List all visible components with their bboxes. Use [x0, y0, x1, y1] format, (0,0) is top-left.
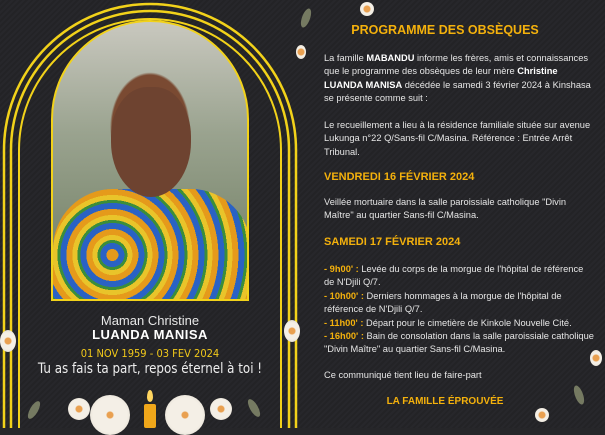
schedule-item [324, 330, 596, 357]
candle-icon [144, 404, 156, 428]
flower-icon [68, 398, 90, 420]
flower-icon [535, 408, 549, 422]
schedule-time: - 11h00' : [324, 317, 364, 328]
life-dates: 01 NOV 1959 - 03 FEV 2024 [80, 347, 220, 360]
day2-heading: SAMEDI 17 FÉVRIER 2024 [324, 236, 461, 248]
flower-icon [90, 395, 130, 435]
schedule-text: Bain de consolation dans la salle paroissiale catholique "Divin Maître" au quartier Sans-fil C/Masina. [324, 331, 594, 355]
portrait-photo [51, 20, 249, 301]
schedule-item [324, 290, 596, 317]
schedule-time: - 9h00' : [324, 264, 359, 274]
schedule-text: Levée du corps de la morgue de l'hôpital de référence de N'Djili Q/7. [324, 264, 584, 288]
flower-icon [165, 395, 205, 435]
name-line1: Maman Christine [100, 313, 200, 328]
day2-schedule [324, 263, 596, 357]
schedule-time: - 16h00' : [324, 331, 364, 342]
flower-icon [210, 398, 232, 420]
schedule-item [324, 263, 596, 290]
flower-icon [360, 2, 374, 16]
note: Ce communiqué tient lieu de faire-part [324, 370, 482, 380]
bud-icon [284, 320, 300, 342]
family-name: MABANDU [366, 53, 415, 63]
intro-text: informe les frères, amis et connaissances que le programme des obsèques de leur mère [324, 53, 589, 77]
candle-flame-icon [147, 390, 153, 402]
schedule-text: Départ pour le cimetière de Kinkole Nouvelle Cité. [363, 317, 572, 328]
epitaph: Tu as fais ta part, repos éternel à toi ! [37, 361, 263, 377]
intro-text: décédée le samedi 3 février 2024 à Kinshasa se présente comme suit : [324, 79, 591, 104]
day1-text: Veillée mortuaire dans la salle paroissiale catholique "Divin Maître" au quartier Sans-fil C/Masina. [324, 197, 567, 221]
bud-icon [296, 45, 306, 59]
intro-text: La famille [324, 53, 367, 63]
day1-heading: VENDREDI 16 FÉVRIER 2024 [324, 171, 475, 183]
bud-icon [0, 330, 16, 352]
face [111, 87, 191, 197]
signature: LA FAMILLE ÉPROUVÉE [386, 396, 504, 407]
recueillement-paragraph: Le recueillement a lieu à la résidence familiale située sur avenue Lukunga n°22 Q/Sans-fil C/Masina. Référence : Entrée Arrêt Tribunal. [324, 120, 591, 157]
schedule-text: Derniers hommages à la morgue de l'hôpital de référence de N'Djili Q/7. [324, 290, 562, 315]
intro-paragraph [324, 52, 596, 106]
dress [53, 189, 249, 299]
schedule-time: - 10h00' : [324, 290, 364, 301]
deceased-name: Christine LUANDA MANISA [324, 66, 558, 90]
name-line2: LUANDA MANISA [92, 327, 208, 342]
programme-title: PROGRAMME DES OBSÈQUES [351, 23, 539, 37]
schedule-item [324, 317, 596, 330]
